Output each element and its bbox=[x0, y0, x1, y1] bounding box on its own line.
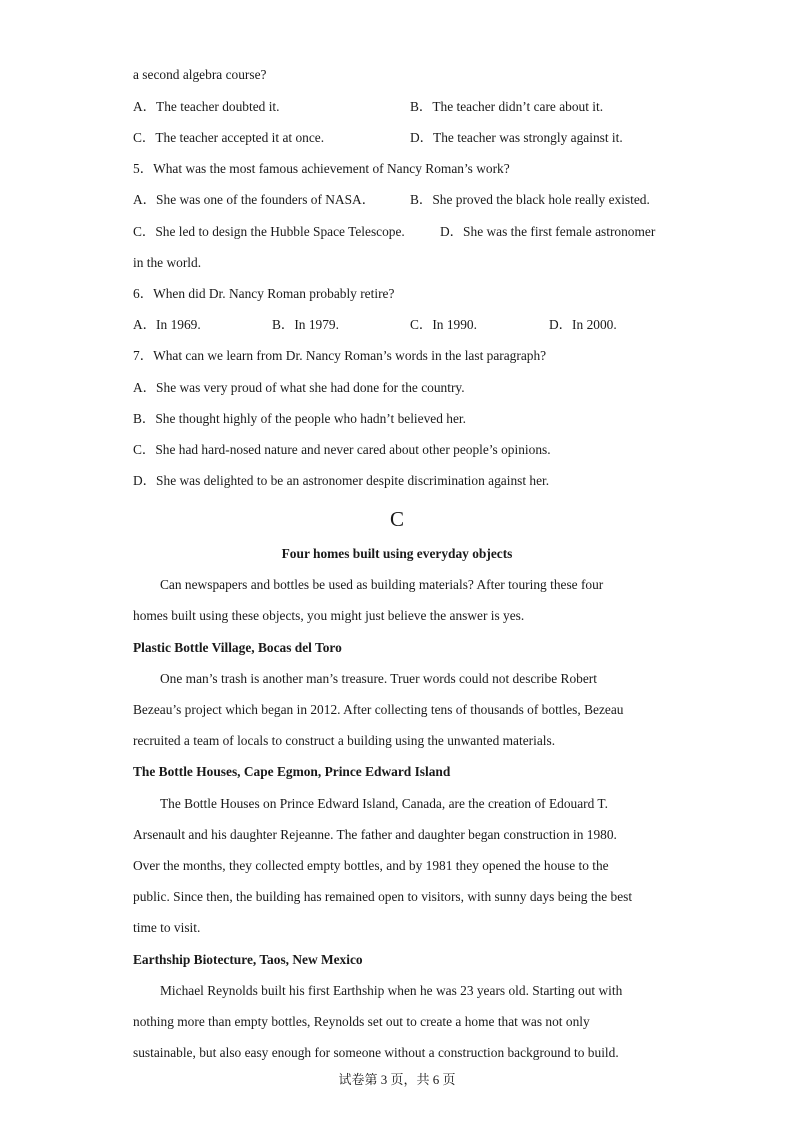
p2-line-1: The Bottle Houses on Prince Edward Island, Canada, are the creation of Edouard T. bbox=[160, 796, 608, 811]
q5-option-d: D．She was the first female astronomer bbox=[440, 224, 656, 239]
p3-line-3: sustainable, but also easy enough for someone without a construction background to build. bbox=[133, 1045, 619, 1060]
q5-option-b: B．She proved the black hole really existed. bbox=[410, 192, 650, 207]
q5-option-c: C．She led to design the Hubble Space Telescope. bbox=[133, 224, 405, 239]
p2-line-4: public. Since then, the building has remained open to visitors, with sunny days being the best bbox=[133, 889, 633, 904]
q6-option-a: A．In 1969. bbox=[133, 317, 201, 332]
q4-option-a: A．The teacher doubted it. bbox=[133, 99, 280, 114]
q6-option-c: C．In 1990. bbox=[410, 317, 477, 332]
heading-earthship: Earthship Biotecture, Taos, New Mexico bbox=[133, 952, 363, 967]
heading-bottle-houses: The Bottle Houses, Cape Egmon, Prince Edward Island bbox=[133, 764, 451, 779]
p2-line-5: time to visit. bbox=[133, 920, 201, 935]
q5-option-a: A．She was one of the founders of NASA． bbox=[133, 192, 376, 207]
q5-stem: 5．What was the most famous achievement of Nancy Roman’s work? bbox=[133, 161, 510, 176]
q4-option-c: C．The teacher accepted it at once. bbox=[133, 130, 325, 145]
page-footer: 试卷第 3 页，共 6 页 bbox=[338, 1072, 456, 1087]
q6-option-d: D．In 2000. bbox=[549, 317, 617, 332]
q5-option-d-continued: in the world. bbox=[133, 255, 202, 270]
q6-stem: 6．When did Dr. Nancy Roman probably retire? bbox=[133, 286, 395, 301]
intro-line-1: Can newspapers and bottles be used as building materials? After touring these four bbox=[160, 577, 604, 592]
q4-option-b: B．The teacher didn’t care about it. bbox=[410, 99, 604, 114]
passage-title: Four homes built using everyday objects bbox=[281, 546, 513, 561]
q7-option-d: D．She was delighted to be an astronomer despite discrimination against her. bbox=[133, 473, 550, 488]
p1-line-1: One man’s trash is another man’s treasure. Truer words could not describe Robert bbox=[160, 671, 597, 686]
section-letter: C bbox=[389, 507, 404, 531]
p3-line-2: nothing more than empty bottles, Reynolds set out to create a home that was not only bbox=[133, 1014, 590, 1029]
q4-option-d: D．The teacher was strongly against it. bbox=[410, 130, 623, 145]
q7-stem: 7．What can we learn from Dr. Nancy Roman’s words in the last paragraph? bbox=[133, 348, 547, 363]
p2-line-3: Over the months, they collected empty bottles, and by 1981 they opened the house to the bbox=[133, 858, 609, 873]
p2-line-2: Arsenault and his daughter Rejeanne. The father and daughter began construction in 1980. bbox=[133, 827, 617, 842]
heading-plastic-bottle-village: Plastic Bottle Village, Bocas del Toro bbox=[133, 640, 342, 655]
p3-line-1: Michael Reynolds built his first Earthship when he was 23 years old. Starting out with bbox=[160, 983, 623, 998]
q7-option-a: A．She was very proud of what she had done for the country. bbox=[133, 380, 465, 395]
intro-line-2: homes built using these objects, you might just believe the answer is yes. bbox=[133, 608, 525, 623]
p1-line-2: Bezeau’s project which began in 2012. After collecting tens of thousands of bottles, Bezeau bbox=[133, 702, 624, 717]
q4-stem-tail: a second algebra course? bbox=[133, 67, 267, 82]
q7-option-c: C．She had hard-nosed nature and never cared about other people’s opinions. bbox=[133, 442, 551, 457]
q6-option-b: B．In 1979. bbox=[272, 317, 339, 332]
p1-line-3: recruited a team of locals to construct a building using the unwanted materials. bbox=[133, 733, 556, 748]
q7-option-b: B．She thought highly of the people who hadn’t believed her. bbox=[133, 411, 466, 426]
